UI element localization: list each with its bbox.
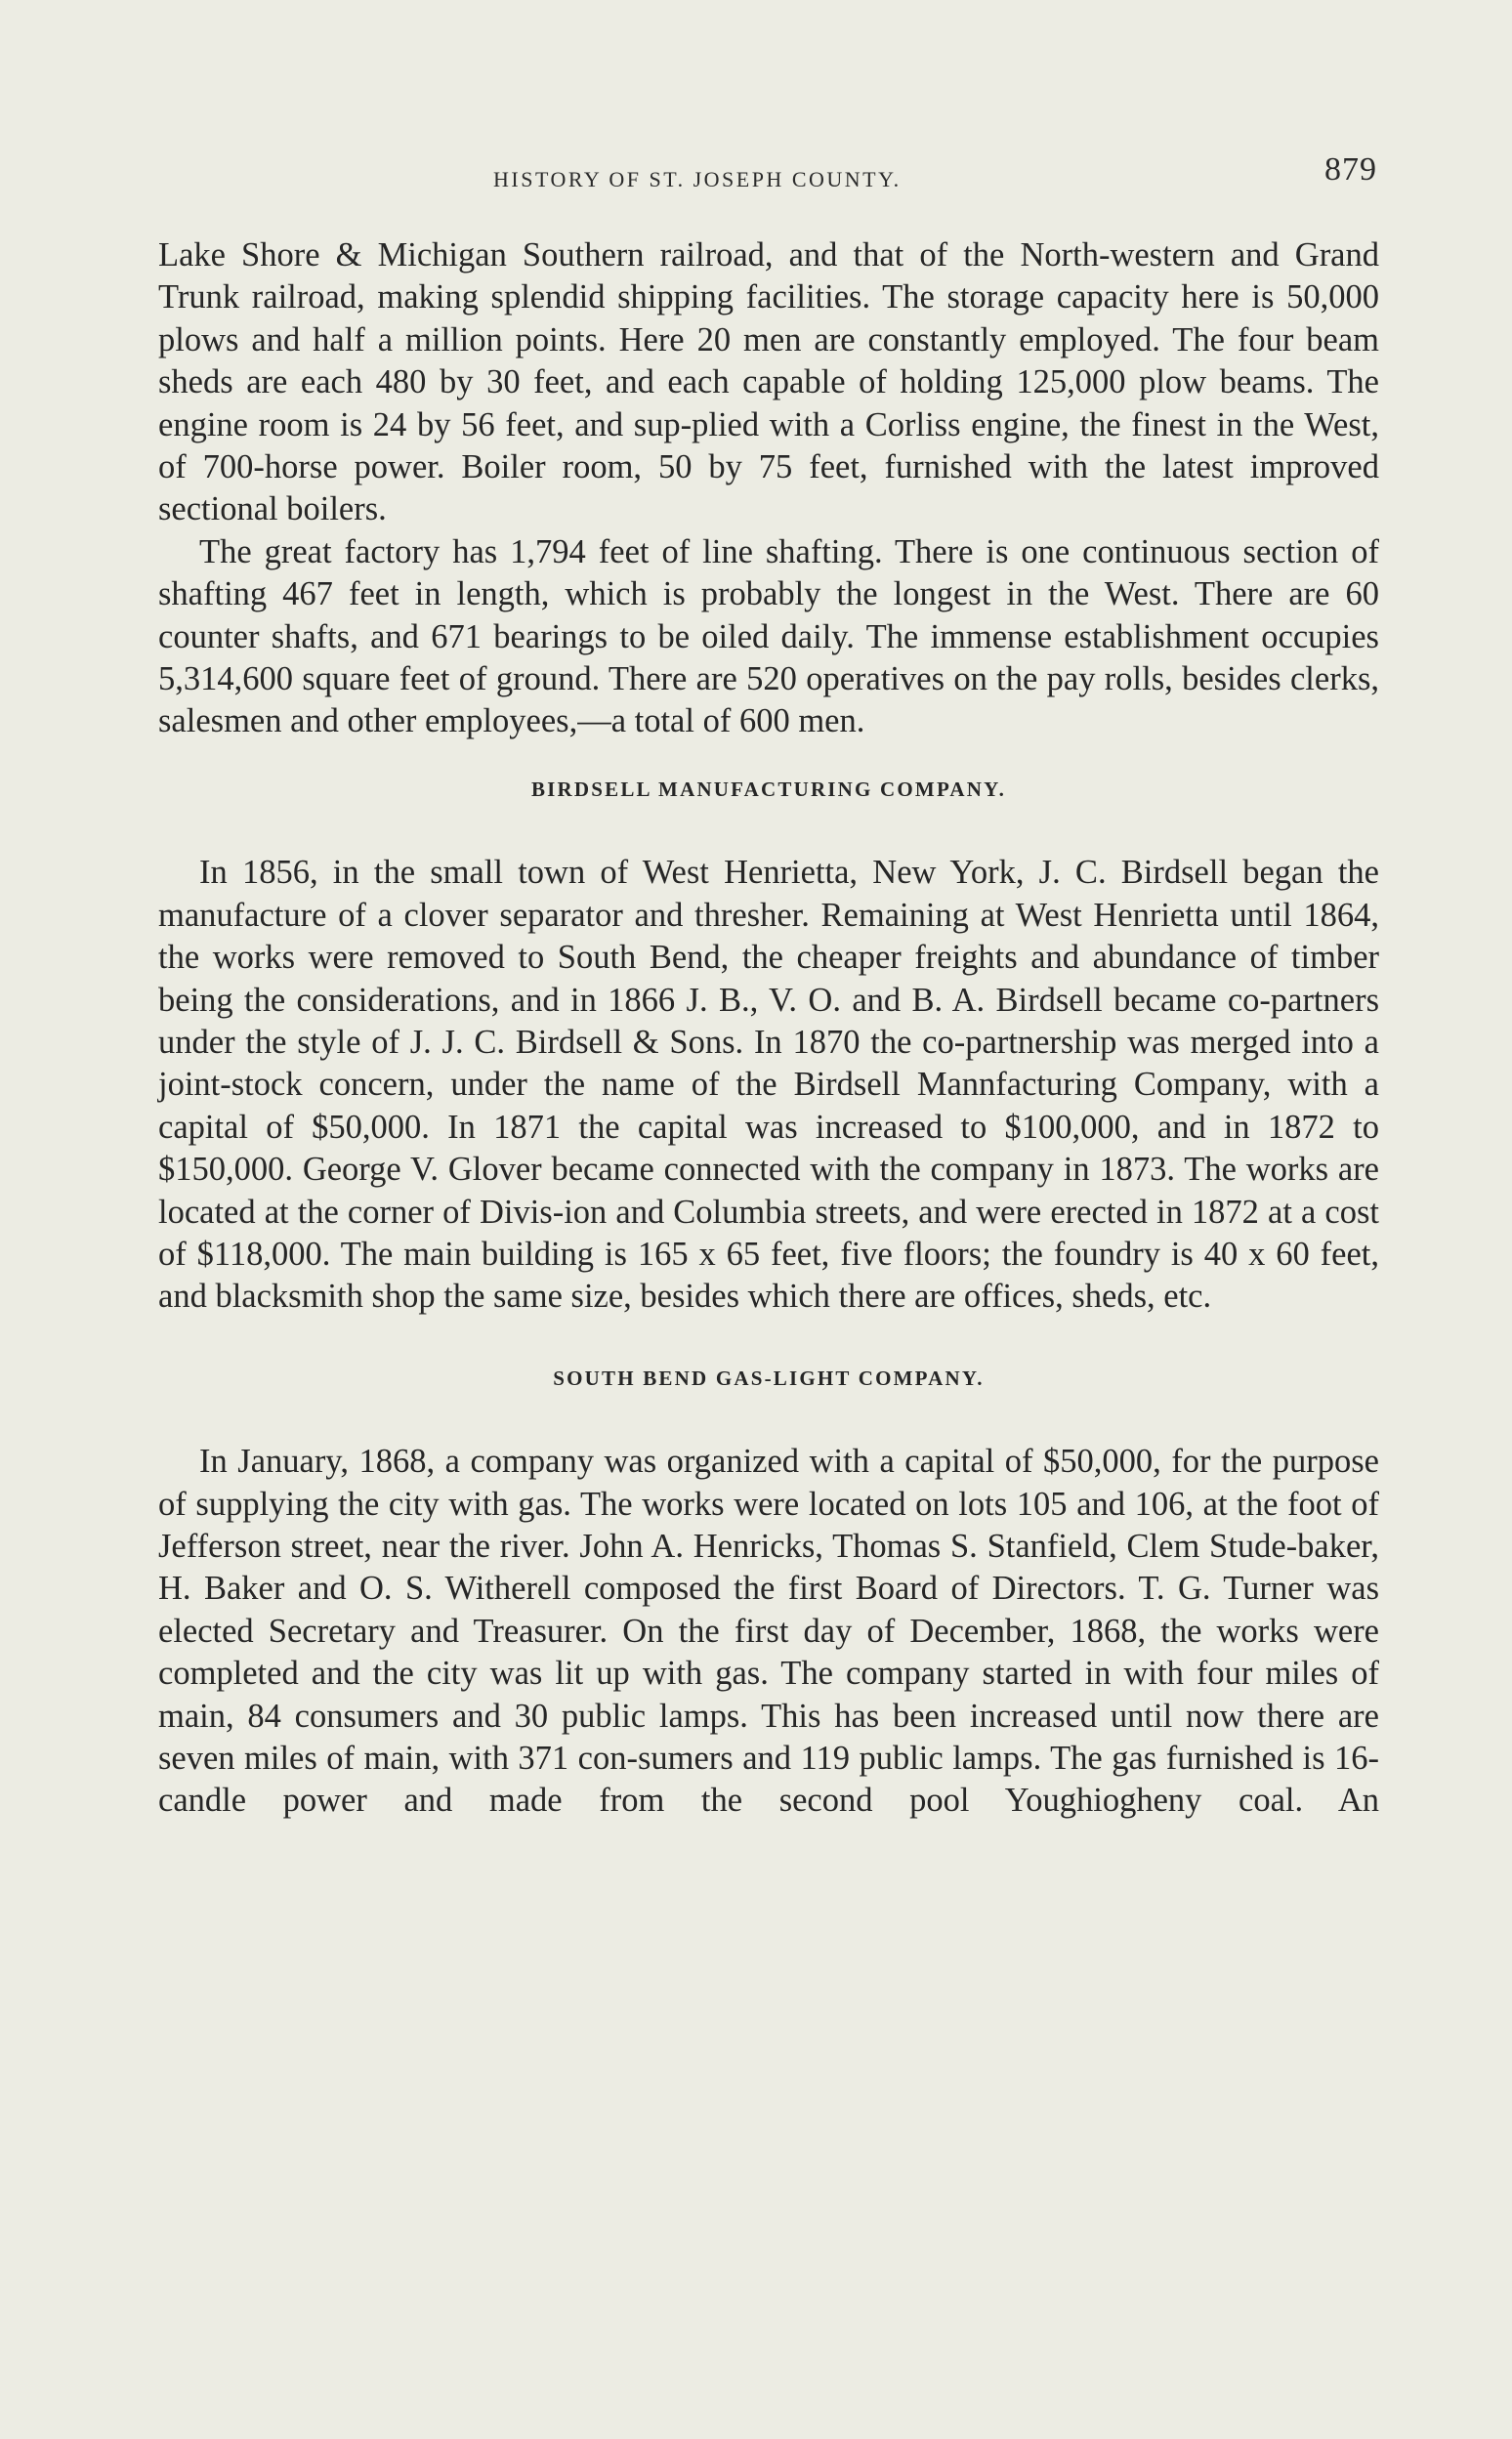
heading-birdsell-manufacturing: BIRDSELL MANUFACTURING COMPANY. bbox=[530, 777, 1007, 801]
heading-south-bend-gas-light: SOUTH BEND GAS-LIGHT COMPANY. bbox=[553, 1366, 985, 1390]
paragraph-gas-light-history: In January, 1868, a company was organized with a capital of $50,000, for the purpose of supplying the city with gas. The works were located on lots 105 and 106, at the foot of Jefferson street, near the river. John A. Henricks, Thomas S. Stanfield, Clem Stude-baker, H. Baker and O. S. Witherell composed the first Board of Directors. T. G. Turner was elected Secretary and Treasurer. On the first day of December, 1868, the works were completed and the city was lit up with gas. The company started in with four miles of main, 84 consumers and 30 public lamps. This has been increased until now there are seven miles of main, with 371 con-sumers and 119 public lamps. The gas furnished is 16-candle power and made from the second pool Youghiogheny coal. An bbox=[158, 1443, 1379, 1820]
paragraph-plow-works-continued: Lake Shore & Michigan Southern railroad, and that of the North-western and Grand Trunk railroad, making splendid shipping facilities. The storage capacity here is 50,000 plows and half a million points. Here 20 men are constantly employed. The four beam sheds are each 480 by 30 feet, and each capable of holding 125,000 plow beams. The engine room is 24 by 56 feet, and sup-plied with a Corliss engine, the finest in the West, of 700-horse power. Boiler room, 50 by 75 feet, furnished with the latest improved sectional boilers. bbox=[158, 236, 1379, 528]
paragraph-birdsell-history: In 1856, in the small town of West Henrietta, New York, J. C. Birdsell began the manufacture of a clover separator and thresher. Remaining at West Henrietta until 1864, the works were removed to South Bend, the cheaper freights and abundance of timber being the considerations, and in 1866 J. B., V. O. and B. A. Birdsell became co-partners under the style of J. J. C. Birdsell & Sons. In 1870 the co-partnership was merged into a joint-stock concern, under the name of the Birdsell Mannfacturing Company, with a capital of $50,000. In 1871 the capital was increased to $100,000, and in 1872 to $150,000. George V. Glover became connected with the company in 1873. The works are located at the corner of Divis-ion and Columbia streets, and were erected in 1872 at a cost of $118,000. The main building is 165 x 65 feet, five floors; the foundry is 40 x 60 feet, and blacksmith shop the same size, besides which there are offices, sheds, etc. bbox=[158, 854, 1379, 1316]
running-title: HISTORY OF ST. JOSEPH COUNTY. bbox=[493, 167, 902, 191]
page-number: 879 bbox=[1324, 151, 1377, 188]
body-text bbox=[158, 234, 1379, 1823]
paragraph-factory-shafting: The great factory has 1,794 feet of line shafting. There is one continuous section of shafting 467 feet in length, which is probably the longest in the West. There are 60 counter shafts, and 671 bearings to be oiled daily. The immense establishment occupies 5,314,600 square feet of ground. There are 520 operatives on the pay rolls, besides clerks, salesmen and other employees,—a total of 600 men. bbox=[158, 532, 1379, 740]
running-header bbox=[156, 151, 1377, 200]
